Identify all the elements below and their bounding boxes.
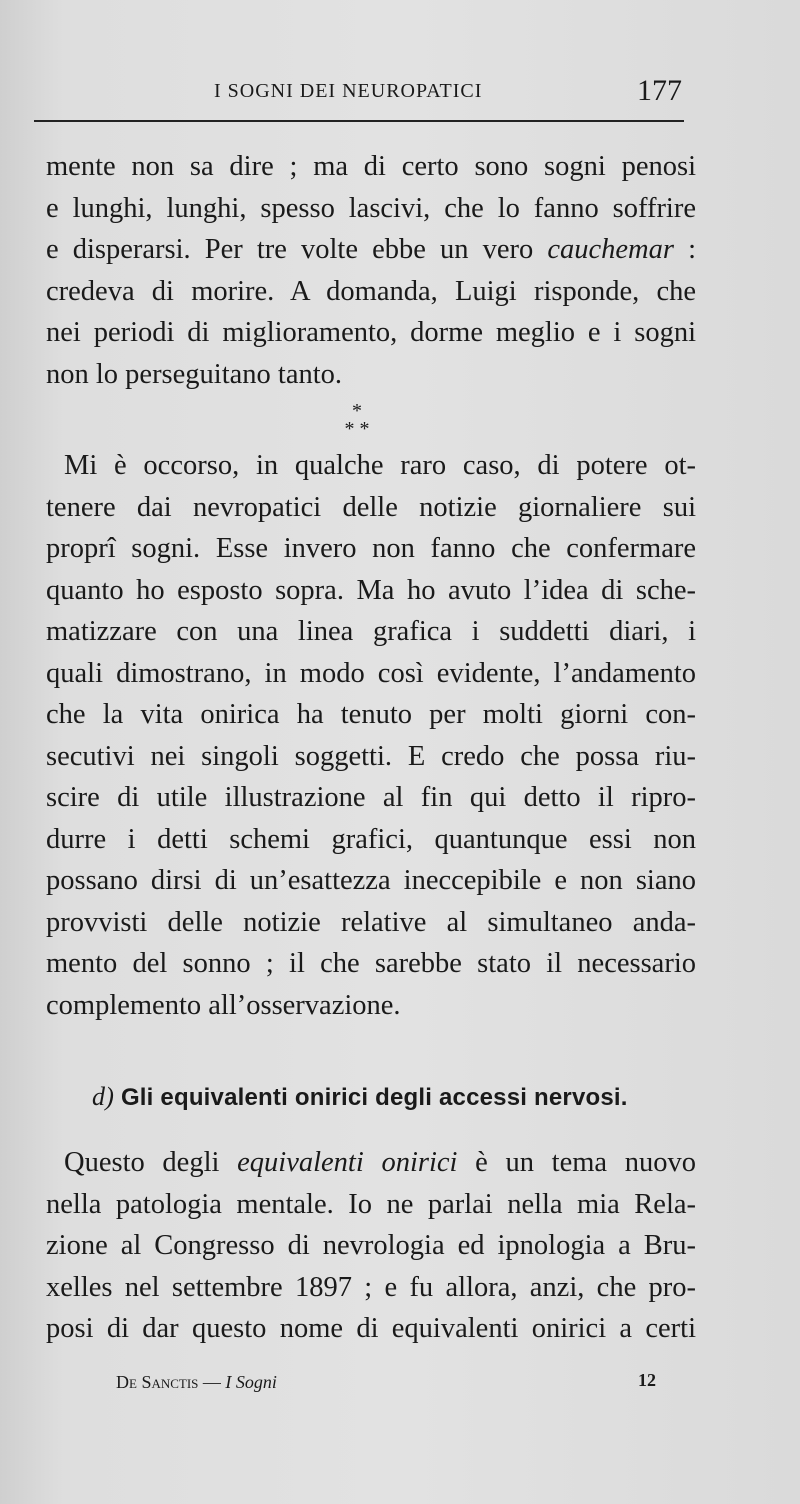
text-line: e lunghi, lunghi, spesso lascivi, che lo fanno soffrire — [46, 192, 696, 224]
italic-term: equivalenti onirici — [237, 1147, 458, 1178]
text-line: proprî sogni. Esse invero non fanno che confermare — [46, 533, 696, 564]
text-line: tenere dai nevropatici delle notizie giornaliere sui — [46, 491, 696, 523]
text-line: possano dirsi di un’esattezza ineccepibile e non siano — [46, 865, 696, 896]
text-line: quali dimostrano, in modo così evidente, l’andamento — [46, 657, 696, 689]
running-head-title: I SOGNI DEI NEUROPATICI — [214, 80, 483, 102]
text-line: nella patologia mentale. Io ne parlai nella mia Rela- — [46, 1188, 696, 1220]
text-line: zione al Congresso di nevrologia ed ipnologia a Bru- — [46, 1230, 696, 1261]
text-line: secutivi nei singoli soggetti. E credo che possa riu- — [46, 740, 696, 772]
text-line: durre i detti schemi grafici, quantunque essi non — [46, 823, 696, 855]
text-line: non lo perseguitano tanto. — [46, 358, 343, 390]
text-line: credeva di morire. A domanda, Luigi risponde, che — [46, 275, 696, 307]
text-line: provvisti delle notizie relative al simultaneo anda- — [46, 906, 696, 938]
footer-author: De Sanctis — [116, 1372, 199, 1392]
text-line: nei periodi di miglioramento, dorme meglio e i sogni — [46, 317, 696, 348]
text-line: quanto ho esposto sopra. Ma ho avuto l’idea di sche- — [46, 574, 696, 606]
running-head — [44, 74, 684, 114]
text-line: che la vita onirica ha tenuto per molti giorni con- — [46, 699, 696, 730]
main-text — [46, 146, 696, 1026]
text-line: posi di dar questo nome di equivalenti onirici a certi — [46, 1313, 696, 1344]
text-line: xelles nel settembre 1897 ; e fu allora, anzi, che pro- — [46, 1271, 696, 1303]
page-number: 177 — [637, 74, 682, 107]
header-rule — [34, 120, 684, 122]
page-footer: De Sanctis — I Sogni 12 — [116, 1370, 656, 1392]
text-line: complemento all’osservazione. — [46, 989, 401, 1021]
text-line: Mi è occorso, in qualche raro caso, di potere ot- — [64, 450, 696, 481]
text-line: Questo degli equivalenti onirici è un tema nuovo — [64, 1147, 696, 1178]
section-heading — [92, 1082, 628, 1112]
section-title: Gli equivalenti onirici degli accessi nervosi. — [120, 1084, 628, 1111]
section-marker: d) — [92, 1082, 115, 1111]
text-line: mente non sa dire ; ma di certo sono sogni penosi — [46, 151, 696, 182]
footer-work: I Sogni — [225, 1372, 277, 1392]
text-line: e disperarsi. Per tre volte ebbe un vero cauchemar : — [46, 234, 696, 265]
text-line: matizzare con una linea grafica i suddetti diari, i — [46, 616, 696, 647]
section-text — [46, 1142, 696, 1350]
italic-term: cauchemar — [547, 234, 674, 265]
text-line: scire di utile illustrazione al fin qui detto il ripro- — [46, 782, 696, 813]
signature-mark: 12 — [638, 1370, 656, 1390]
asterism: * * * — [344, 400, 370, 440]
text-line: mento del sonno ; il che sarebbe stato il necessario — [46, 948, 696, 979]
